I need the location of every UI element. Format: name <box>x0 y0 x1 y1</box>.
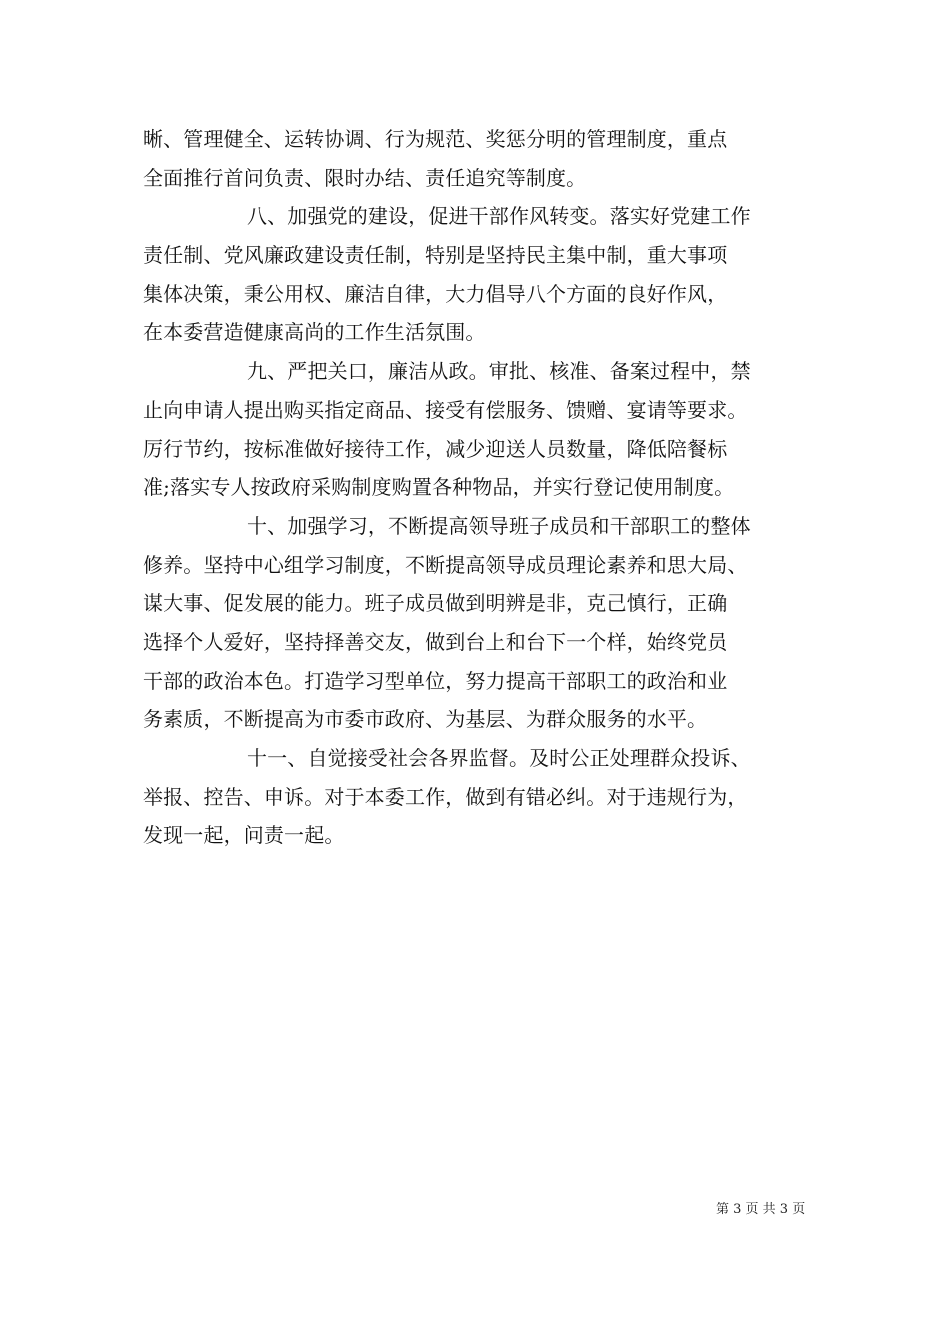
text-line: 厉行节约，按标准做好接待工作，减少迎送人员数量，降低陪餐标 <box>143 436 728 461</box>
text-line: 集体决策，秉公用权、廉洁自律，大力倡导八个方面的良好作风， <box>143 281 728 306</box>
paragraph-continuation <box>143 120 813 197</box>
paragraph-item-11 <box>143 739 813 855</box>
text-line: 发现一起，问责一起。 <box>143 823 345 848</box>
text-line: 干部的政治本色。打造学习型单位，努力提高干部职工的政治和业 <box>143 668 728 693</box>
text-line: 修养。坚持中心组学习制度，不断提高领导成员理论素养和思大局、 <box>143 552 748 577</box>
text-line: 务素质，不断提高为市委市政府、为基层、为群众服务的水平。 <box>143 707 708 732</box>
paragraph-item-8 <box>143 197 813 352</box>
paragraph-item-9 <box>143 352 813 507</box>
text-line: 责任制、党风廉政建设责任制，特别是坚持民主集中制，重大事项 <box>143 243 728 268</box>
text-line: 晰、管理健全、运转协调、行为规范、奖惩分明的管理制度，重点 <box>143 127 728 151</box>
text-line: 全面推行首问负责、限时办结、责任追究等制度。 <box>143 165 587 190</box>
document-body <box>143 120 813 855</box>
text-line: 在本委营造健康高尚的工作生活氛围。 <box>143 320 486 345</box>
text-line: 谋大事、促发展的能力。班子成员做到明辨是非，克己慎行，正确 <box>143 591 728 616</box>
text-line: 十、加强学习，不断提高领导班子成员和干部职工的整体 <box>247 513 751 538</box>
text-line: 止向申请人提出购买指定商品、接受有偿服务、馈赠、宴请等要求。 <box>143 397 748 422</box>
text-line: 九、严把关口，廉洁从政。审批、核准、备案过程中，禁 <box>247 359 751 384</box>
page-number-footer: 第 3 页 共 3 页 <box>716 1202 806 1217</box>
text-line: 八、加强党的建设，促进干部作风转变。落实好党建工作 <box>247 204 751 229</box>
text-line: 选择个人爱好，坚持择善交友，做到台上和台下一个样，始终党员 <box>143 629 728 654</box>
text-line: 十一、自觉接受社会各界监督。及时公正处理群众投诉、 <box>247 746 751 770</box>
paragraph-item-10 <box>143 507 813 739</box>
text-line: 准;落实专人按政府采购制度购置各种物品，并实行登记使用制度。 <box>143 475 735 500</box>
text-line: 举报、控告、申诉。对于本委工作，做到有错必纠。对于违规行为， <box>143 784 748 809</box>
